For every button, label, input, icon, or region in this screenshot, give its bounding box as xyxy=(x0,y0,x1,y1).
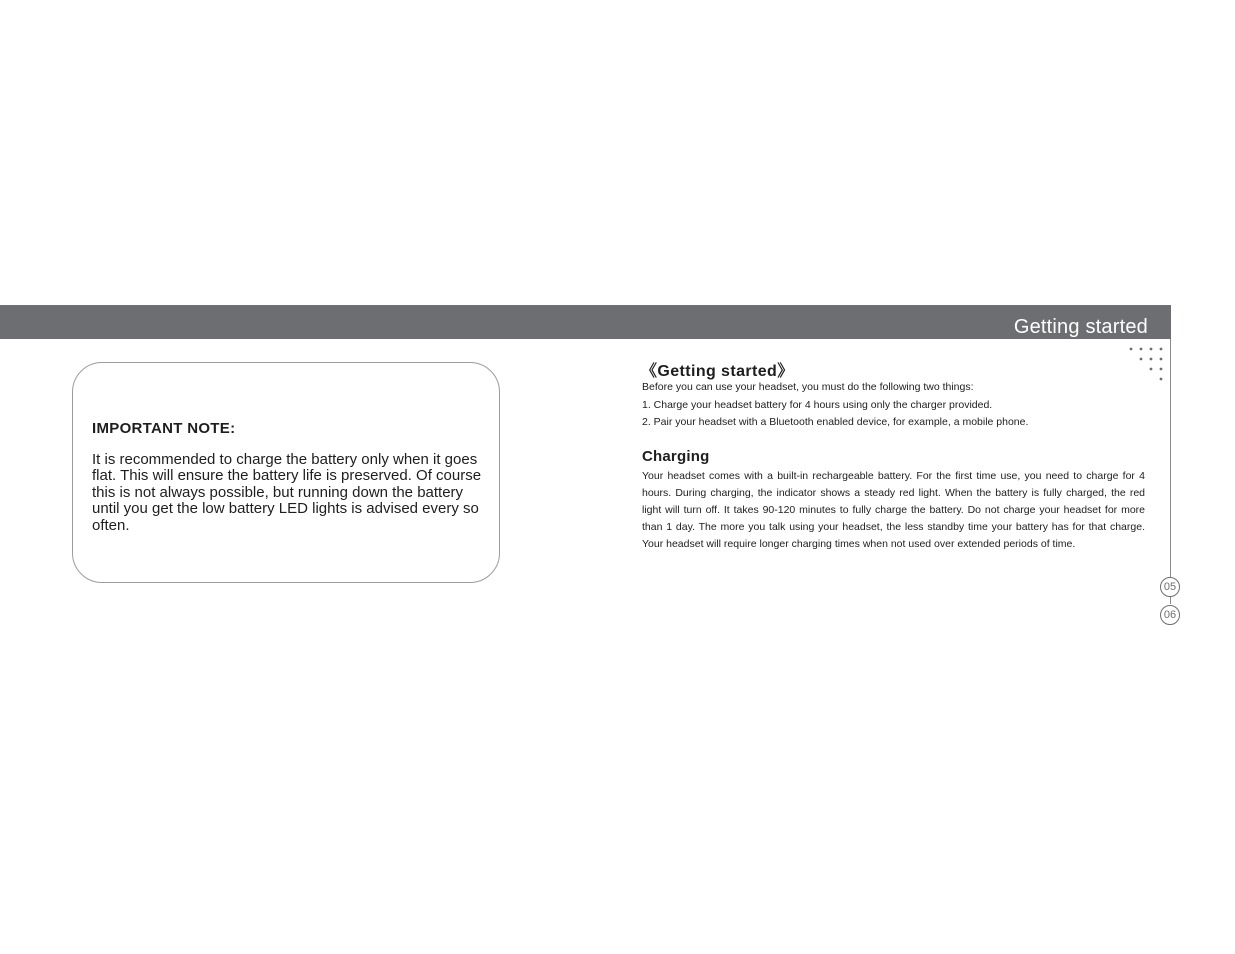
charging-heading: Charging xyxy=(642,448,710,465)
bracket-open: 《 xyxy=(641,363,658,380)
decorative-dots-icon xyxy=(1126,344,1166,384)
bracket-close: 》 xyxy=(777,363,794,380)
header-band xyxy=(0,305,1171,339)
important-note-box xyxy=(72,362,500,583)
intro-list xyxy=(642,380,1028,433)
section-title-text: Getting started xyxy=(657,363,778,380)
section-title xyxy=(641,358,794,381)
intro-line: Before you can use your headset, you must do the following two things: xyxy=(642,381,974,393)
side-divider-line xyxy=(1170,339,1171,577)
side-divider-line-lower xyxy=(1170,596,1171,604)
important-note-heading: IMPORTANT NOTE: xyxy=(92,420,236,437)
intro-step-2: 2. Pair your headset with a Bluetooth enabled device, for example, a mobile phone. xyxy=(642,416,1029,428)
page-number-left: 05 xyxy=(1160,577,1180,597)
important-note-body: It is recommended to charge the battery only when it goes flat. This will ensure the battery life is preserved. Of course this is not always possible, but running down the battery until you get the low battery LED lights is advised every so often. xyxy=(92,451,482,534)
intro-step-1: 1. Charge your headset battery for 4 hours using only the charger provided. xyxy=(642,398,993,411)
page-number-right: 06 xyxy=(1160,605,1180,625)
charging-body: Your headset comes with a built-in rechargeable battery. For the first time use, you need to charge for 4 hours. During charging, the indicator shows a steady red light. When the battery is fully charged, the red light will turn off. It takes 90-120 minutes to fully charge the battery. Do not charge your headset for more than 1 day. The more you talk using your headset, the less standby time your battery has for that charge. Your headset will require longer charging times when not used over extended periods of time. xyxy=(642,470,1145,550)
header-title: Getting started xyxy=(1013,316,1148,338)
